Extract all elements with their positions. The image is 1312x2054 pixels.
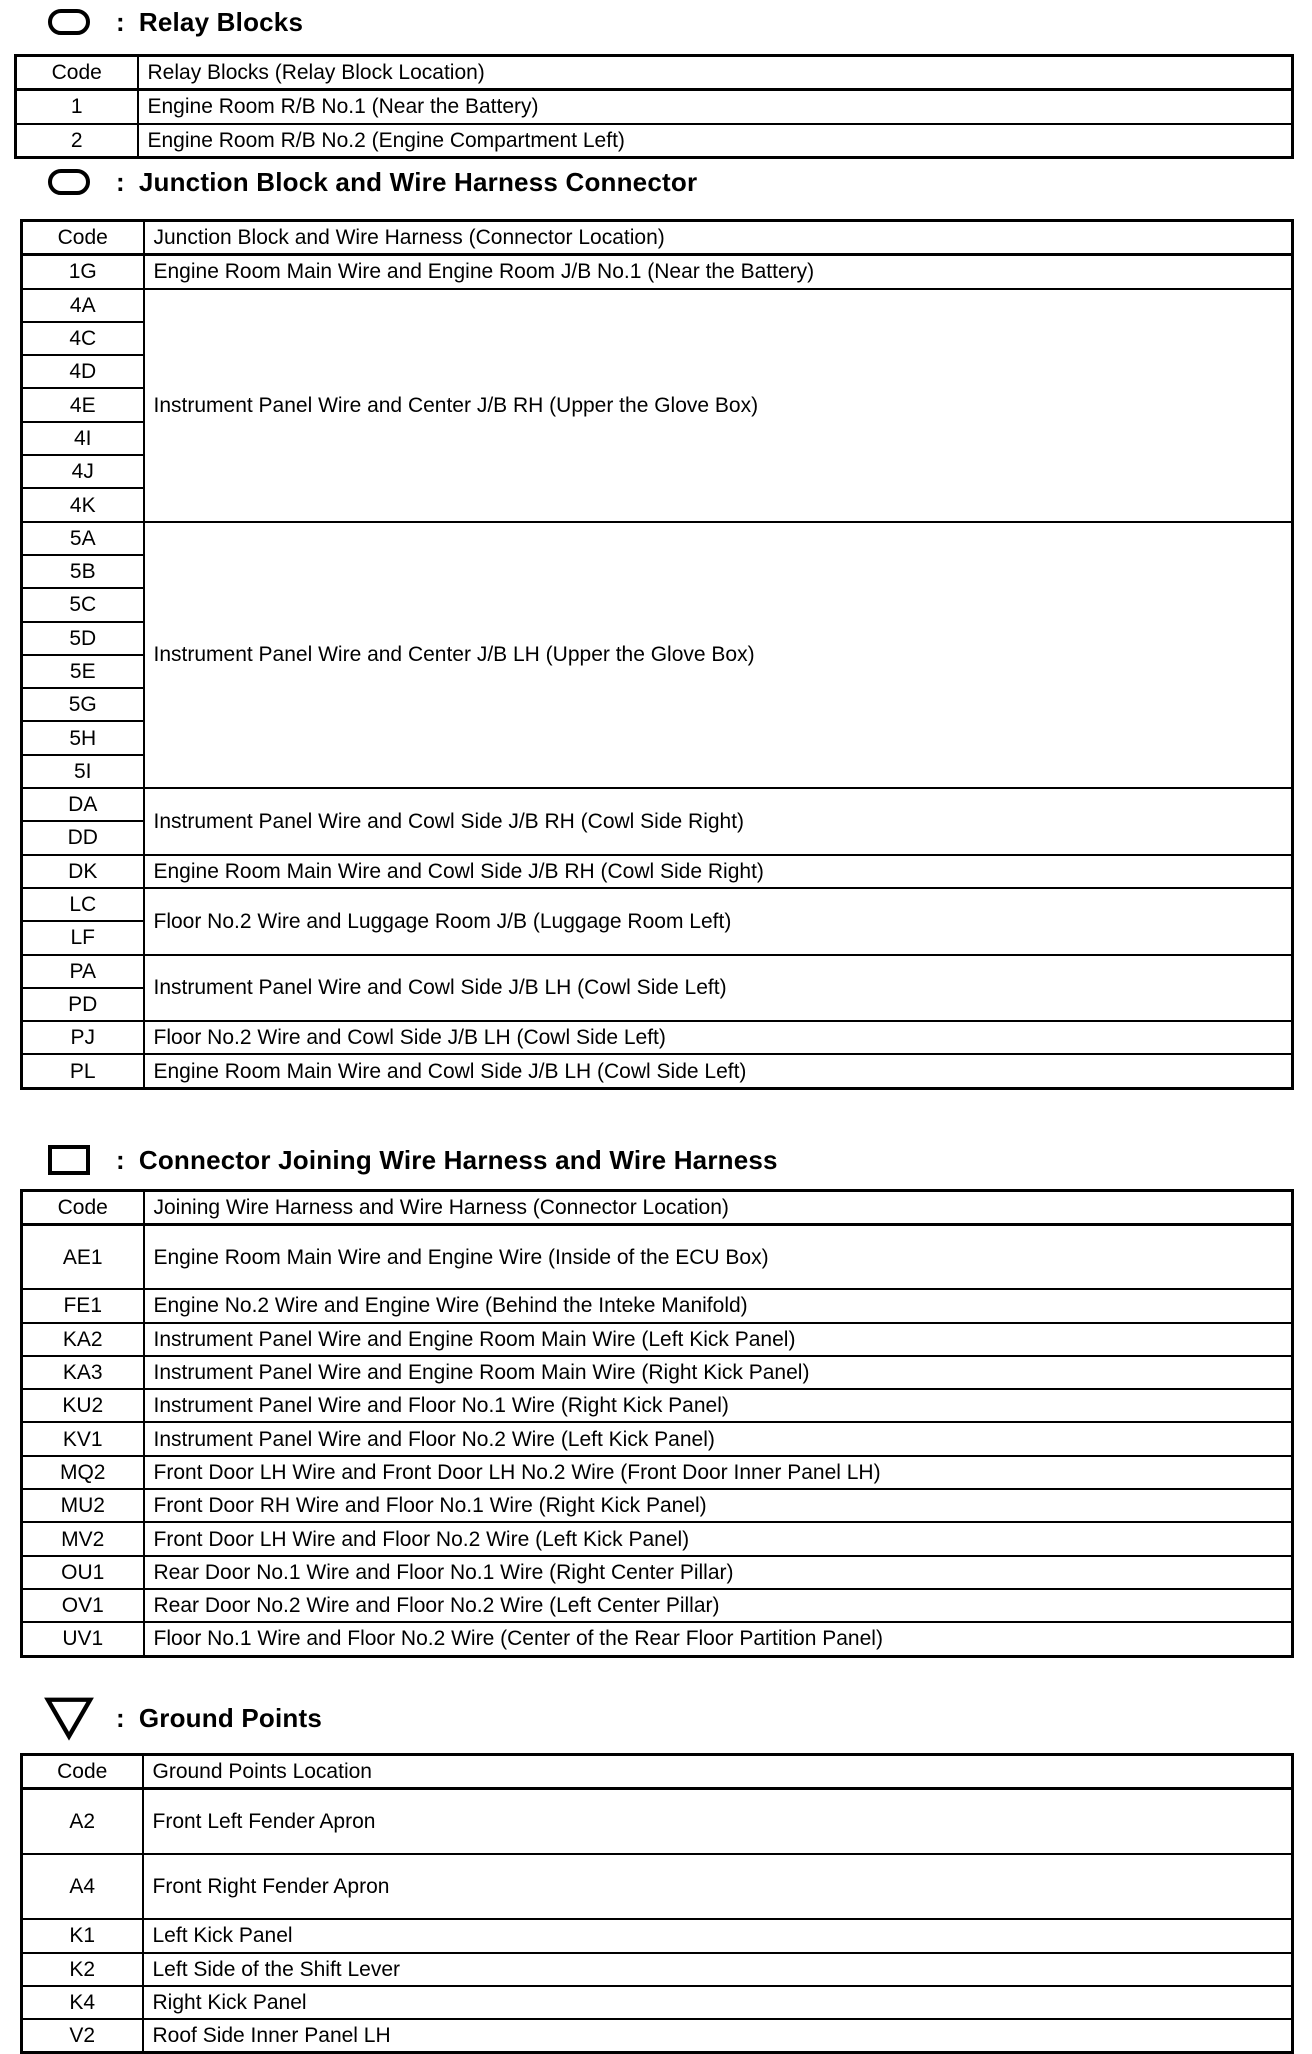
- junction-blocks-heading: : Junction Block and Wire Harness Connector: [44, 162, 697, 202]
- header-desc: Ground Points Location: [143, 1755, 1293, 1789]
- row-description: Instrument Panel Wire and Center J/B LH (Upper the Glove Box): [144, 522, 1293, 788]
- table-row: [22, 1919, 1293, 1952]
- table-row: [16, 90, 1293, 124]
- table-header-row: [22, 1191, 1293, 1225]
- row-description: Engine Room R/B No.1 (Near the Battery): [138, 90, 1293, 124]
- table-row: [22, 788, 1293, 821]
- row-code: K4: [22, 1986, 143, 2019]
- oval-symbol-icon: [44, 162, 94, 202]
- row-code: 4E: [22, 388, 144, 421]
- row-code: PL: [22, 1054, 144, 1088]
- junction-blocks-table: [20, 219, 1294, 1090]
- row-description: Floor No.2 Wire and Luggage Room J/B (Luggage Room Left): [144, 888, 1293, 955]
- row-code: A2: [22, 1789, 143, 1855]
- row-code: 1G: [22, 255, 144, 289]
- row-code: 4I: [22, 422, 144, 455]
- rectangle-symbol-icon: [44, 1140, 94, 1180]
- junction-blocks-title: Junction Block and Wire Harness Connector: [138, 166, 698, 197]
- header-desc: Junction Block and Wire Harness (Connector Location): [144, 221, 1293, 255]
- row-description: Front Door RH Wire and Floor No.1 Wire (Right Kick Panel): [144, 1489, 1293, 1522]
- row-code: A4: [22, 1854, 143, 1919]
- row-code: LC: [22, 888, 144, 921]
- table-row: [16, 124, 1293, 158]
- row-description: Instrument Panel Wire and Cowl Side J/B LH (Cowl Side Left): [144, 955, 1293, 1022]
- row-description: Engine Room R/B No.2 (Engine Compartment Left): [138, 124, 1293, 158]
- row-description: Engine No.2 Wire and Engine Wire (Behind the Inteke Manifold): [144, 1289, 1293, 1322]
- table-row: [22, 1789, 1293, 1855]
- ground-points-heading: : Ground Points: [44, 1698, 322, 1738]
- header-desc: Joining Wire Harness and Wire Harness (Connector Location): [144, 1191, 1293, 1225]
- row-description: Floor No.2 Wire and Cowl Side J/B LH (Cowl Side Left): [144, 1021, 1293, 1054]
- table-row: [22, 1323, 1293, 1356]
- row-description: Left Side of the Shift Lever: [143, 1953, 1293, 1986]
- triangle-symbol-icon: [44, 1698, 94, 1738]
- row-description: Instrument Panel Wire and Floor No.1 Wire (Right Kick Panel): [144, 1389, 1293, 1422]
- row-description: Front Left Fender Apron: [143, 1789, 1293, 1855]
- row-code: MU2: [22, 1489, 144, 1522]
- row-code: 4J: [22, 455, 144, 488]
- row-code: DK: [22, 855, 144, 888]
- row-description: Roof Side Inner Panel LH: [143, 2019, 1293, 2053]
- row-code: 5B: [22, 555, 144, 588]
- row-description: Engine Room Main Wire and Cowl Side J/B LH (Cowl Side Left): [144, 1054, 1293, 1088]
- connectors-table: [20, 1189, 1294, 1658]
- table-row: [22, 2019, 1293, 2053]
- ground-points-table: [20, 1753, 1294, 2054]
- row-code: DD: [22, 821, 144, 854]
- row-description: Front Right Fender Apron: [143, 1854, 1293, 1919]
- row-code: 4C: [22, 322, 144, 355]
- row-description: Instrument Panel Wire and Engine Room Main Wire (Right Kick Panel): [144, 1356, 1293, 1389]
- table-row: [22, 1854, 1293, 1919]
- table-row: [22, 1986, 1293, 2019]
- row-code: K2: [22, 1953, 143, 1986]
- connectors-heading: : Connector Joining Wire Harness and Wire Harness: [44, 1140, 778, 1180]
- row-description: Rear Door No.2 Wire and Floor No.2 Wire (Left Center Pillar): [144, 1589, 1293, 1622]
- relay-blocks-table: [14, 54, 1294, 159]
- row-description: Rear Door No.1 Wire and Floor No.1 Wire (Right Center Pillar): [144, 1556, 1293, 1589]
- row-code: PJ: [22, 1021, 144, 1054]
- row-code: PA: [22, 955, 144, 988]
- row-code: 4D: [22, 355, 144, 388]
- table-row: [22, 1522, 1293, 1555]
- table-row: [22, 1389, 1293, 1422]
- row-description: Floor No.1 Wire and Floor No.2 Wire (Center of the Rear Floor Partition Panel): [144, 1622, 1293, 1656]
- row-code: KV1: [22, 1422, 144, 1455]
- row-description: Front Door LH Wire and Front Door LH No.2 Wire (Front Door Inner Panel LH): [144, 1456, 1293, 1489]
- row-code: KA3: [22, 1356, 144, 1389]
- row-code: V2: [22, 2019, 143, 2053]
- row-code: 5D: [22, 622, 144, 655]
- row-code: KA2: [22, 1323, 144, 1356]
- table-row: [22, 1456, 1293, 1489]
- row-code: 5E: [22, 655, 144, 688]
- row-description: Instrument Panel Wire and Engine Room Main Wire (Left Kick Panel): [144, 1323, 1293, 1356]
- table-row: [22, 1589, 1293, 1622]
- row-code: OV1: [22, 1589, 144, 1622]
- row-code: 4K: [22, 488, 144, 521]
- row-code: OU1: [22, 1556, 144, 1589]
- header-code: Code: [22, 1755, 143, 1789]
- table-row: [22, 289, 1293, 322]
- table-row: [22, 1422, 1293, 1455]
- relay-blocks-title: Relay Blocks: [138, 6, 304, 37]
- row-code: LF: [22, 921, 144, 954]
- table-row: [22, 1556, 1293, 1589]
- row-code: MQ2: [22, 1456, 144, 1489]
- row-code: 1: [16, 90, 138, 124]
- table-row: [22, 522, 1293, 555]
- row-code: 5I: [22, 755, 144, 788]
- row-code: MV2: [22, 1522, 144, 1555]
- table-header-row: [22, 221, 1293, 255]
- table-row: [22, 1489, 1293, 1522]
- oval-symbol-icon: [44, 2, 94, 42]
- row-description: Engine Room Main Wire and Engine Room J/B No.1 (Near the Battery): [144, 255, 1293, 289]
- table-row: [22, 888, 1293, 921]
- row-description: Front Door LH Wire and Floor No.2 Wire (Left Kick Panel): [144, 1522, 1293, 1555]
- row-code: 5H: [22, 721, 144, 754]
- row-code: 5G: [22, 688, 144, 721]
- header-code: Code: [22, 221, 144, 255]
- row-description: Instrument Panel Wire and Center J/B RH (Upper the Glove Box): [144, 289, 1293, 522]
- table-row: [22, 1953, 1293, 1986]
- row-code: 5A: [22, 522, 144, 555]
- table-row: [22, 855, 1293, 888]
- table-row: [22, 1289, 1293, 1322]
- row-code: PD: [22, 988, 144, 1021]
- header-code: Code: [16, 56, 138, 90]
- table-header-row: [22, 1755, 1293, 1789]
- row-description: Instrument Panel Wire and Cowl Side J/B RH (Cowl Side Right): [144, 788, 1293, 855]
- table-row: [22, 1622, 1293, 1656]
- row-code: 4A: [22, 289, 144, 322]
- row-description: Engine Room Main Wire and Engine Wire (Inside of the ECU Box): [144, 1225, 1293, 1290]
- header-desc: Relay Blocks (Relay Block Location): [138, 56, 1293, 90]
- table-row: [22, 955, 1293, 988]
- table-header-row: [16, 56, 1293, 90]
- row-code: 5C: [22, 588, 144, 621]
- row-description: Left Kick Panel: [143, 1919, 1293, 1952]
- row-code: FE1: [22, 1289, 144, 1322]
- table-row: [22, 1054, 1293, 1088]
- ground-points-title: Ground Points: [138, 1702, 322, 1733]
- row-description: Right Kick Panel: [143, 1986, 1293, 2019]
- row-code: K1: [22, 1919, 143, 1952]
- table-row: [22, 255, 1293, 289]
- table-row: [22, 1225, 1293, 1290]
- table-row: [22, 1356, 1293, 1389]
- connectors-title: Connector Joining Wire Harness and Wire Harness: [138, 1144, 778, 1175]
- row-code: KU2: [22, 1389, 144, 1422]
- row-code: 2: [16, 124, 138, 158]
- row-code: DA: [22, 788, 144, 821]
- row-code: UV1: [22, 1622, 144, 1656]
- table-row: [22, 1021, 1293, 1054]
- relay-blocks-heading: : Relay Blocks: [44, 2, 303, 42]
- row-description: Instrument Panel Wire and Floor No.2 Wire (Left Kick Panel): [144, 1422, 1293, 1455]
- row-code: AE1: [22, 1225, 144, 1290]
- header-code: Code: [22, 1191, 144, 1225]
- row-description: Engine Room Main Wire and Cowl Side J/B RH (Cowl Side Right): [144, 855, 1293, 888]
